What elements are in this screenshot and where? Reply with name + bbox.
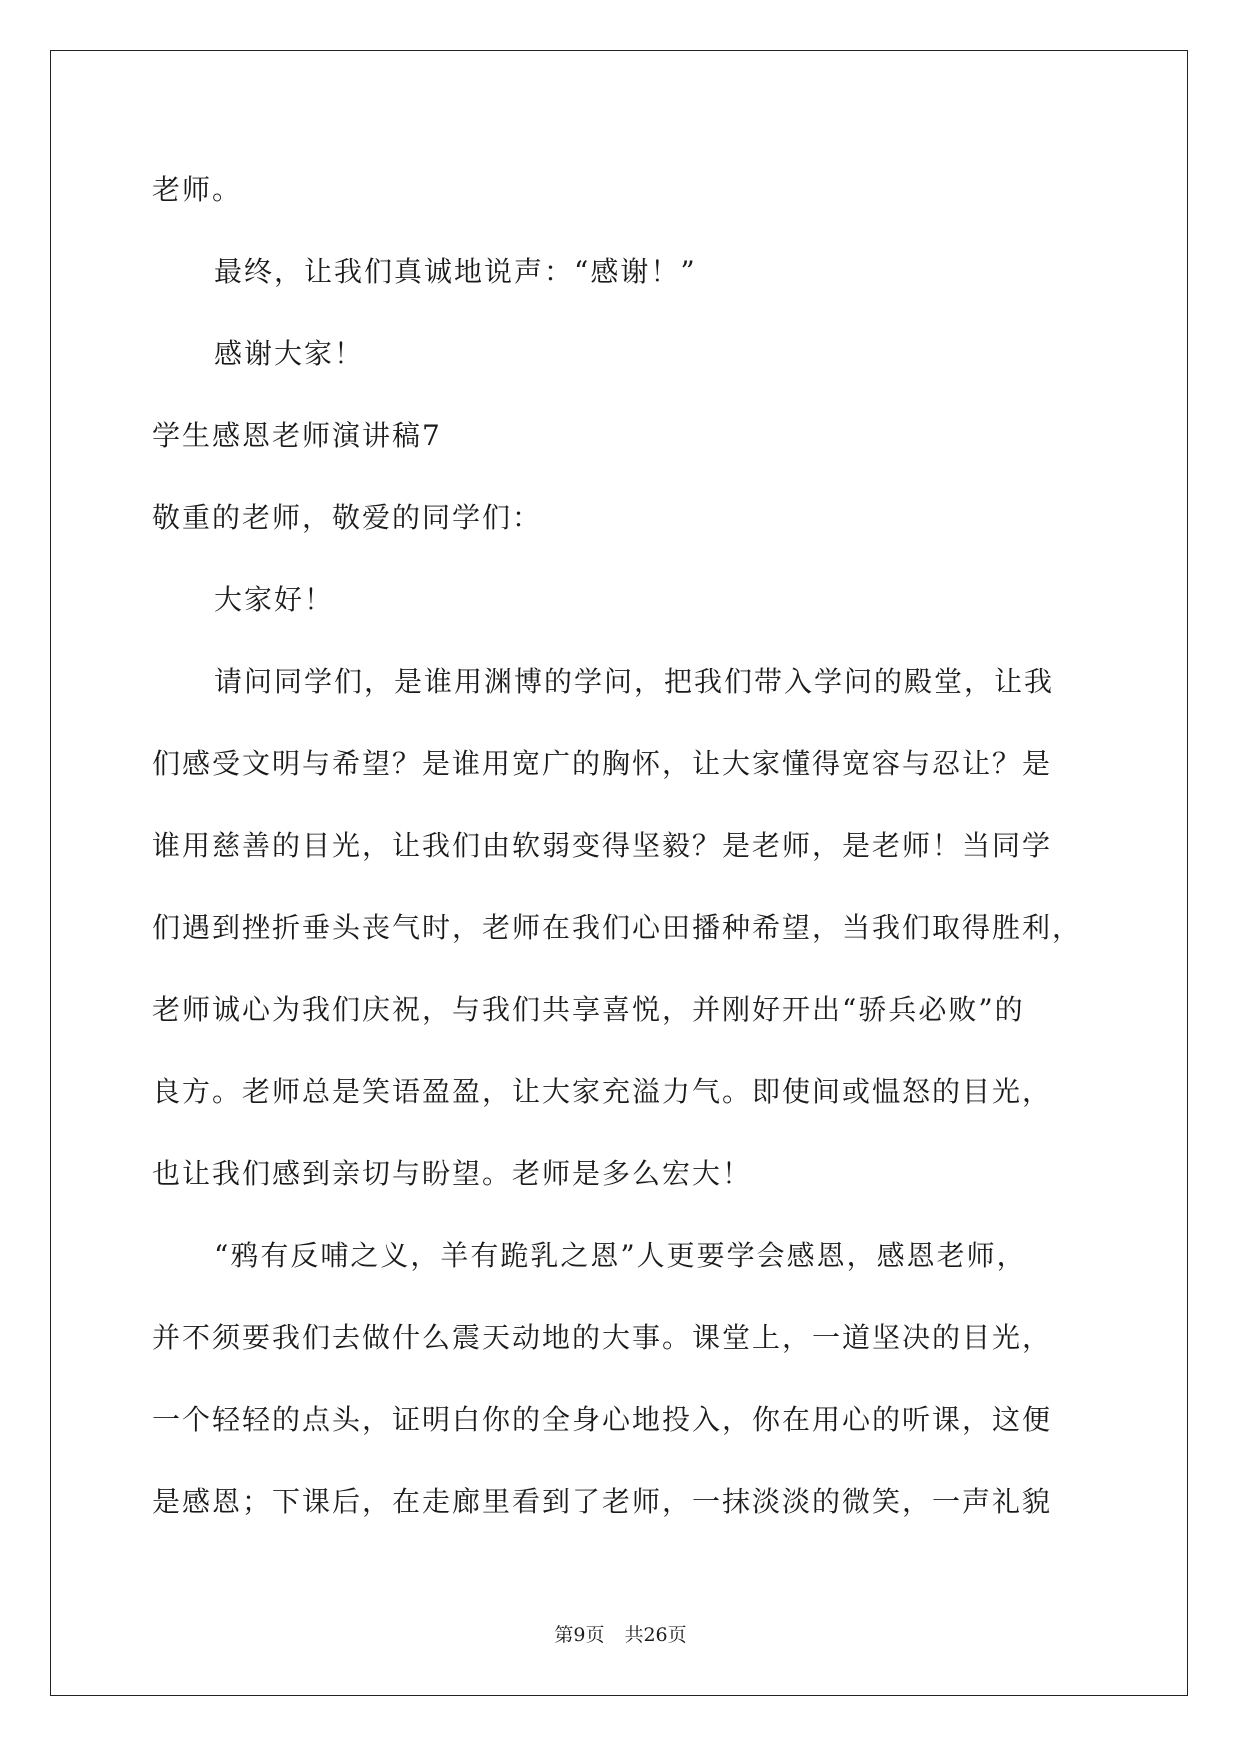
text-line-13: 也让我们感到亲切与盼望。老师是多么宏大！ — [152, 1157, 753, 1190]
text-line-14: “鸦有反哺之义，羊有跪乳之恩”人更要学会感恩，感恩老师， — [214, 1239, 1027, 1272]
text-line-12: 良方。老师总是笑语盈盈，让大家充溢力气。即使间或愠怒的目光， — [152, 1075, 1053, 1108]
text-line-7: 请问同学们，是谁用渊博的学问，把我们带入学问的殿堂，让我 — [214, 665, 1055, 698]
greeting: 大家好！ — [214, 583, 335, 616]
text-line-16: 一个轻轻的点头，证明白你的全身心地投入，你在用心的听课，这便 — [152, 1403, 1053, 1436]
document-body — [152, 158, 1112, 1552]
page-footer — [0, 1620, 1241, 1647]
text-line-1: 老师。 — [152, 173, 243, 206]
text-line-8: 们感受文明与希望？是谁用宽广的胸怀，让大家懂得宽容与忍让？是 — [152, 747, 1053, 780]
text-line-15: 并不须要我们去做什么震天动地的大事。课堂上，一道坚决的目光， — [152, 1321, 1053, 1354]
page-total: 共26页 — [624, 1624, 687, 1646]
text-line-9: 谁用慈善的目光，让我们由软弱变得坚毅？是老师，是老师！当同学 — [152, 829, 1053, 862]
text-line-11: 老师诚心为我们庆祝，与我们共享喜悦，并刚好开出“骄兵必败”的 — [152, 993, 1025, 1026]
text-line-3: 感谢大家！ — [214, 337, 365, 370]
section-heading: 学生感恩老师演讲稿7 — [152, 419, 442, 452]
text-line-10: 们遇到挫折垂头丧气时，老师在我们心田播种希望，当我们取得胜利， — [152, 911, 1083, 944]
salutation: 敬重的老师，敬爱的同学们： — [152, 501, 543, 534]
page-number: 第9页 — [554, 1624, 605, 1646]
text-line-2: 最终，让我们真诚地说声：“感谢！” — [214, 255, 697, 288]
text-line-17: 是感恩；下课后，在走廊里看到了老师，一抹淡淡的微笑，一声礼貌 — [152, 1485, 1053, 1518]
